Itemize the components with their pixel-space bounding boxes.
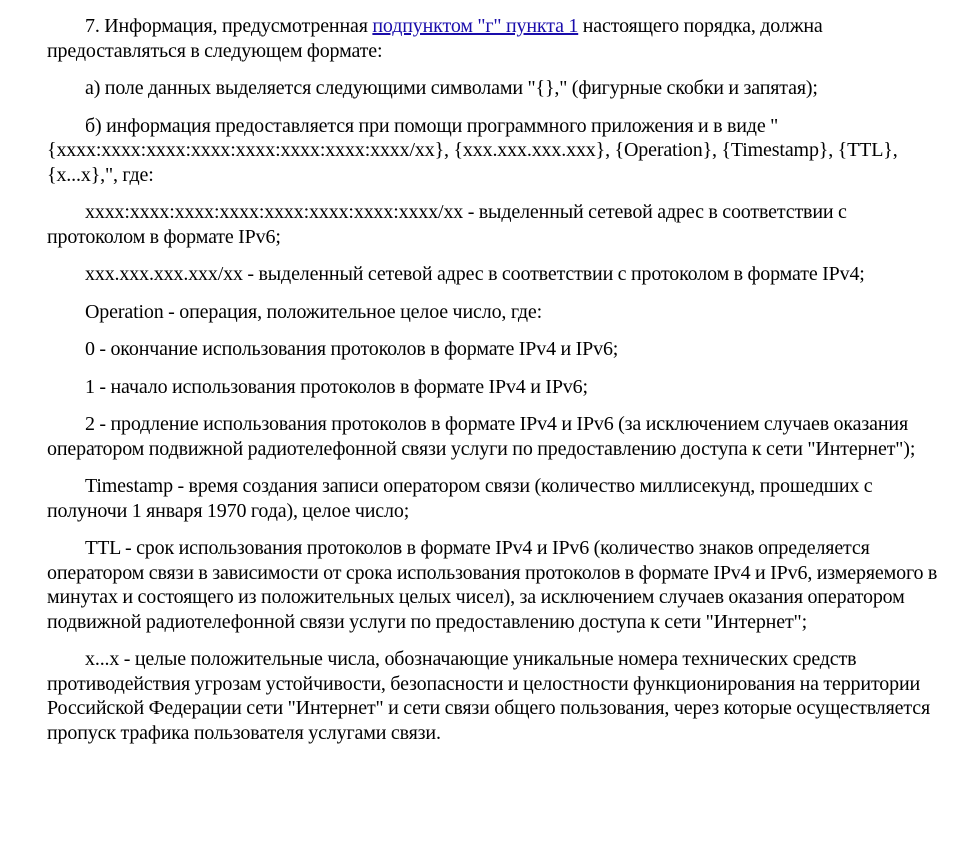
paragraph-7-before: 7. Информация, предусмотренная bbox=[85, 15, 373, 37]
paragraph-operation-2: 2 - продление использования протоколов в формате IPv4 и IPv6 (за исключением случаев оказания оператором подвижной радиотелефонной связи услуги по предоставлению доступа к сети "Интернет"); bbox=[47, 413, 916, 460]
paragraph-operation-0: 0 - окончание использования протоколов в формате IPv4 и IPv6; bbox=[85, 338, 619, 360]
paragraph-ipv4-address: xxx.xxx.xxx.xxx/xx - выделенный сетевой адрес в соответствии с протоколом в формате IPv4; bbox=[85, 263, 865, 285]
paragraph-7 bbox=[47, 14, 947, 63]
paragraph-timestamp: Timestamp - время создания записи оператором связи (количество миллисекунд, прошедших с полуночи 1 января 1970 года), целое число; bbox=[47, 475, 873, 522]
paragraph-x: x...x - целые положительные числа, обозначающие уникальные номера технических средств противодействия угрозам устойчивости, безопасности и целостности функционирования на территории Российской Федерации сети "Интернет" и сети связи общего пользования, через которые осуществляется пропуск трафика пользователя услугами связи. bbox=[47, 648, 931, 744]
subpoint-g-link[interactable]: подпунктом "г" пункта 1 bbox=[372, 15, 579, 37]
paragraph-7-after: настоящего порядка, должна предоставляться в следующем формате: bbox=[47, 15, 823, 62]
paragraph-operation-1: 1 - начало использования протоколов в формате IPv4 и IPv6; bbox=[85, 375, 588, 398]
paragraph-ipv6-address: xxxx:xxxx:xxxx:xxxx:xxxx:xxxx:xxxx:xxxx/xx - выделенный сетевой адрес в соответствии с протоколом в формате IPv6; bbox=[47, 201, 847, 248]
paragraph-operation: Operation - операция, положительное целое число, где: bbox=[85, 300, 543, 323]
paragraph-ttl: TTL - срок использования протоколов в формате IPv4 и IPv6 (количество знаков определяется оператором связи в зависимости от срока использования протоколов в формате IPv4 и IPv6, измеряемого в минутах и состоящего из положительных целых чисел), за исключением случаев оказания оператором подвижной радиотелефонной связи услуги по предоставлению доступа к сети "Интернет"; bbox=[47, 537, 938, 633]
paragraph-b: б) информация предоставляется при помощи программного приложения и в виде "{xxxx:xxxx:xxxx:xxxx:xxxx:xxxx:xxxx:xxxx/xx}, {xxx.xxx.xxx.xxx}, {Operation}, {Timestamp}, {TTL}, {x...x},", где: bbox=[47, 114, 898, 186]
paragraph-a: а) поле данных выделяется следующими символами "{}," (фигурные скобки и запятая); bbox=[85, 77, 818, 99]
